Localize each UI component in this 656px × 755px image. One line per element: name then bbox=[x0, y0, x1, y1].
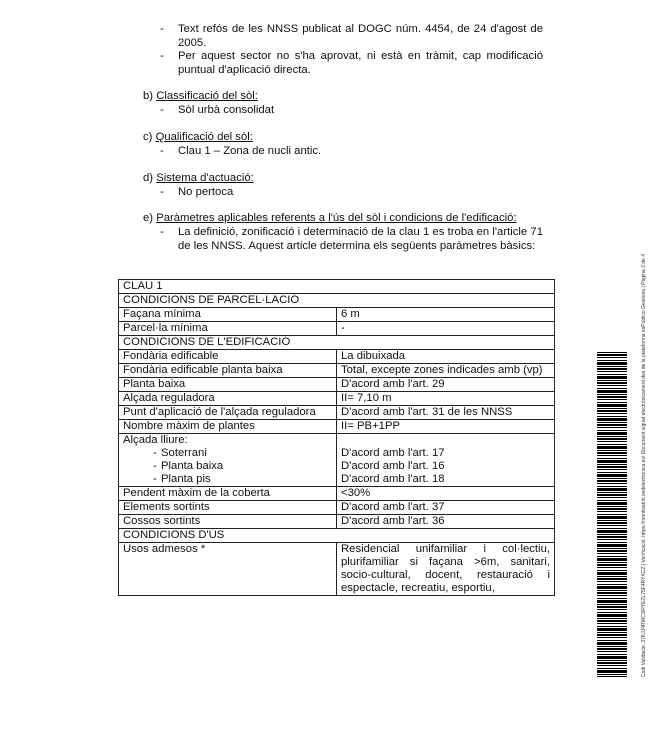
section-c-item: - Clau 1 – Zona de nucli antic. bbox=[160, 145, 322, 157]
header-us: CONDICIONS D'ÚS bbox=[119, 529, 555, 543]
section-c-title: Qualificació del sòl: bbox=[155, 131, 253, 143]
table-row: Alçada lliure: - Soterrani - Planta baixa - Planta pis D'acord amb l'art. 17 D'acord amb l'art. 16 D'acord amb l'art. 18 bbox=[119, 434, 555, 487]
alcada-lliure-label: Alçada lliure: bbox=[123, 434, 188, 446]
intro-item-2: - Per aquest sector no s'ha aprovat, ni està en tràmit, cap modificació puntual d'aplicació directa. bbox=[160, 50, 543, 76]
table-row: Alçada reguladora II= 7,10 m bbox=[119, 392, 555, 406]
table-row: Planta baixa D'acord amb l'art. 29 bbox=[119, 378, 555, 392]
verification-sidebar-text: Codi Validació: 37KJJ4RWCSRYEZL75F4RYXCZ | Verificació: https://montsiatrib.sedelectronica.es/ Document signat electrònicament des de la plataforma esPublico Gestiona | Pàgina 2 de 4 bbox=[641, 254, 647, 677]
section-c: c) Qualificació del sòl: bbox=[143, 131, 253, 143]
section-e-title: Paràmetres aplicables referents a l'ús del sòl i condicions de l'edificació: bbox=[156, 212, 517, 224]
section-d-title: Sistema d'actuació: bbox=[156, 172, 254, 184]
section-b-item: - Sòl urbà consolidat bbox=[160, 104, 275, 116]
barcode-image bbox=[597, 352, 627, 677]
table-row: Fondària edificable La dibuixada bbox=[119, 350, 555, 364]
table-row: Usos admesos * Residencial unifamiliar i col·lectiu, plurifamiliar si façana >6m, sanitari, socio-cultural, docent, restauració i espectacle, recreatiu, esportiu, bbox=[119, 543, 555, 596]
section-d: d) Sistema d'actuació: bbox=[143, 172, 254, 184]
section-b-title: Classificació del sòl: bbox=[156, 90, 258, 102]
table-row: Elements sortints D'acord amb l'art. 37 bbox=[119, 501, 555, 515]
table-title: CLAU 1 bbox=[119, 280, 555, 294]
intro-item-1: - Text refós de les NNSS publicat al DOGC núm. 4454, de 24 d'agost de 2005. bbox=[160, 23, 543, 49]
table-row: Pendent màxim de la coberta <30% bbox=[119, 487, 555, 501]
table-row: Parcel·la mínima - bbox=[119, 322, 555, 336]
section-d-item: - No pertoca bbox=[160, 186, 234, 198]
table-row: Punt d'aplicació de l'alçada reguladora D'acord amb l'art. 31 de les NNSS bbox=[119, 406, 555, 420]
section-b: b) Classificació del sòl: bbox=[143, 90, 258, 102]
table-row: Cossos sortints D'acord amb l'art. 36 bbox=[119, 515, 555, 529]
section-e: e) Paràmetres aplicables referents a l'ús del sòl i condicions de l'edificació: bbox=[143, 212, 517, 224]
header-parcelacio: CONDICIONS DE PARCEL·LACIÓ bbox=[119, 294, 555, 308]
clau-1-table bbox=[118, 279, 555, 596]
table-row: Façana mínima 6 m bbox=[119, 308, 555, 322]
section-e-item: - La definició, zonificació i determinació de la clau 1 es troba en l'article 71 de les NNSS. Aquest article determina els següents paràmetres bàsics: bbox=[160, 226, 543, 252]
header-edificacio: CONDICIONS DE L'EDIFICACIÓ bbox=[119, 336, 555, 350]
table-row: Nombre màxim de plantes II= PB+1PP bbox=[119, 420, 555, 434]
table-row: Fondària edificable planta baixa Total, excepte zones indicades amb (vp) bbox=[119, 364, 555, 378]
